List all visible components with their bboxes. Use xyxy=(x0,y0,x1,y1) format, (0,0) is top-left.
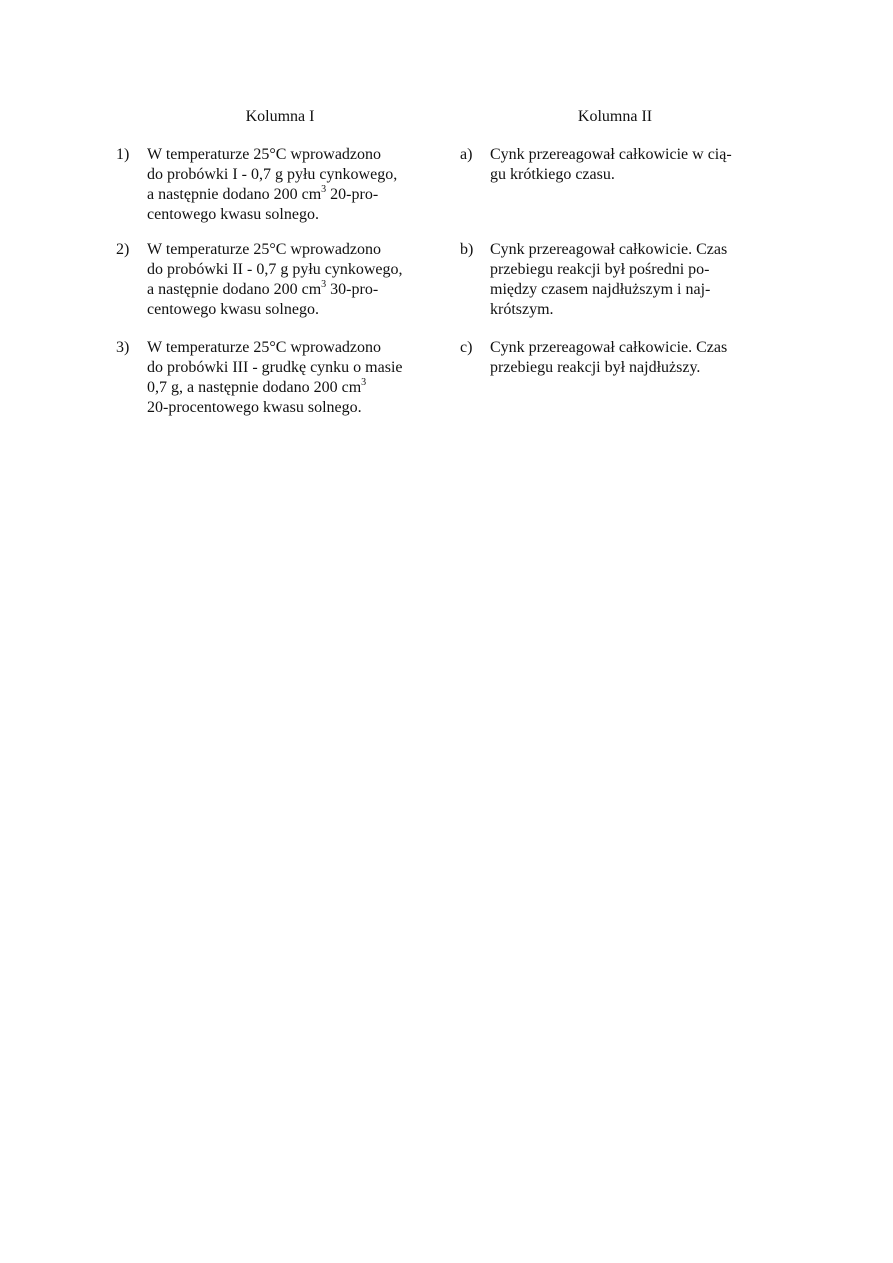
item-line: Cynk przereagował całkowicie w cią- xyxy=(490,146,732,163)
item-line: do probówki III - grudkę cynku o masie xyxy=(147,359,403,376)
item-line: przebiegu reakcji był pośredni po- xyxy=(490,261,710,278)
item-line-tail: 20-pro- xyxy=(326,186,379,203)
item-line: W temperaturze 25°C wprowadzono xyxy=(147,339,382,356)
item-line: a następnie dodano 200 cm xyxy=(147,186,322,203)
item-line-with-unit xyxy=(147,378,441,398)
item-line: 20-procentowego kwasu solnego. xyxy=(147,399,362,416)
item-number: 2) xyxy=(116,241,130,258)
item-text xyxy=(147,338,441,418)
item-line: W temperaturze 25°C wprowadzono xyxy=(147,146,382,163)
unit-exponent: 3 xyxy=(321,278,327,290)
item-line: do probówki II - 0,7 g pyłu cynkowego, xyxy=(147,261,403,278)
item-line: a następnie dodano 200 cm xyxy=(147,281,322,298)
item-number: 1) xyxy=(116,146,130,163)
item-line-with-unit xyxy=(147,185,441,205)
item-line: centowego kwasu solnego. xyxy=(147,206,319,223)
item-letter: c) xyxy=(460,339,473,356)
item-text xyxy=(490,338,770,378)
left-item-2 xyxy=(116,240,446,324)
item-line-tail: 30-pro- xyxy=(326,281,379,298)
item-number: 3) xyxy=(116,339,130,356)
item-line: gu krótkiego czasu. xyxy=(490,166,615,183)
left-item-1 xyxy=(116,145,446,229)
item-line: między czasem najdłuższym i naj- xyxy=(490,281,711,298)
right-item-c xyxy=(460,338,775,382)
right-item-b xyxy=(460,240,775,324)
item-letter: a) xyxy=(460,146,473,163)
left-item-3 xyxy=(116,338,446,422)
column-1-header: Kolumna I xyxy=(245,108,315,125)
item-line: centowego kwasu solnego. xyxy=(147,301,319,318)
unit-exponent: 3 xyxy=(321,183,327,195)
item-line: Cynk przereagował całkowicie. Czas xyxy=(490,339,728,356)
item-line: 0,7 g, a następnie dodano 200 cm xyxy=(147,379,362,396)
item-text xyxy=(147,240,441,320)
item-letter: b) xyxy=(460,241,474,258)
item-line: do probówki I - 0,7 g pyłu cynkowego, xyxy=(147,166,398,183)
unit-exponent: 3 xyxy=(361,376,367,388)
right-item-a xyxy=(460,145,775,189)
item-text xyxy=(147,145,441,225)
column-2-header: Kolumna II xyxy=(577,108,653,125)
item-text xyxy=(490,145,770,185)
item-line: krótszym. xyxy=(490,301,554,318)
item-text xyxy=(490,240,770,320)
item-line: Cynk przereagował całkowicie. Czas xyxy=(490,241,728,258)
item-line: W temperaturze 25°C wprowadzono xyxy=(147,241,382,258)
item-line-with-unit xyxy=(147,280,441,300)
item-line: przebiegu reakcji był najdłuższy. xyxy=(490,359,701,376)
